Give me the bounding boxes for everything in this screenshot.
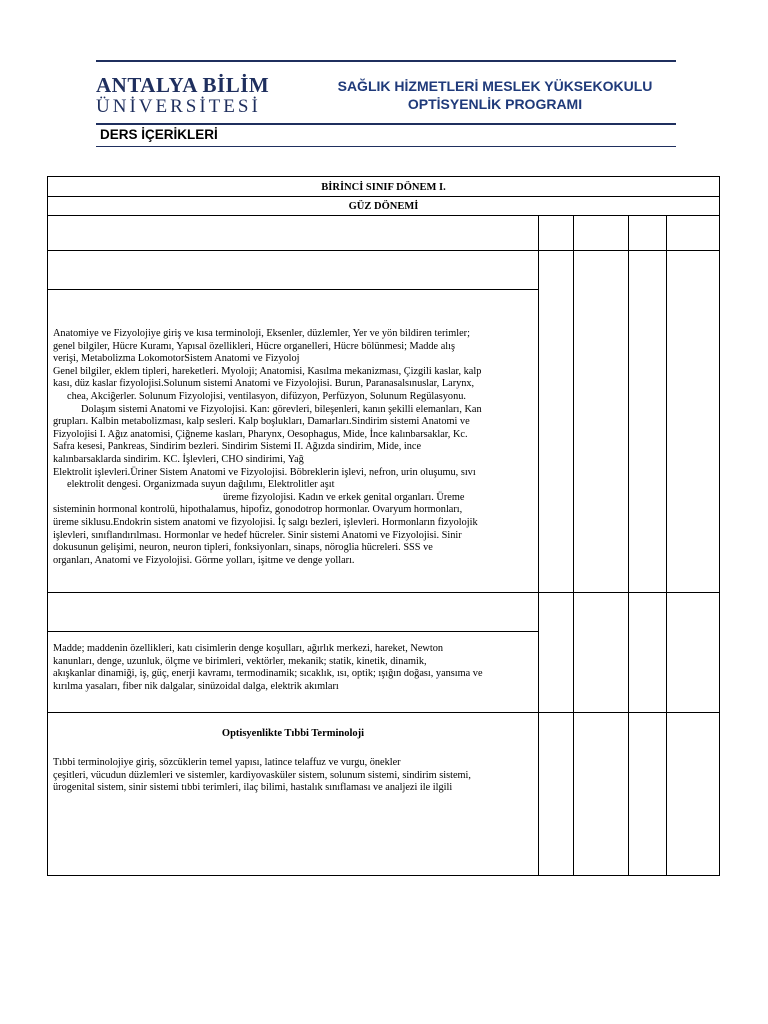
row-divider — [48, 196, 719, 197]
content-line: elektrolit dengesi. Organizmada suyun dağılımı, Elektrolitler aşıt — [67, 479, 335, 491]
content-line: Tıbbi terminolojiye giriş, sözcüklerin temel yapısı, latince telaffuz ve vurgu, önekler — [53, 757, 401, 768]
course-table — [47, 176, 720, 876]
document-title: DERS İÇERİKLERİ — [100, 127, 218, 142]
header-bottom-rule — [96, 146, 676, 147]
section-title: BİRİNCİ SINIF DÖNEM I. — [321, 182, 446, 193]
course-2-content — [53, 643, 533, 693]
content-line: işlevleri, sınıflandırılması. Hormonlar ve hedef hücreler. Sinir sistemi Anatomi ve Fizyolojisi. Sinir — [53, 529, 462, 541]
school-title — [300, 77, 690, 113]
content-line: grupları. Kalbin metabolizması, kalp sesleri. Kalp boşlukları, Damarları.Sindirim sistemi Anatomi ve — [53, 416, 470, 428]
column-divider — [628, 215, 629, 875]
row-divider — [48, 712, 719, 713]
content-line: Dolaşım sistemi Anatomi ve Fizyolojisi. Kan: görevleri, bileşenleri, kanın şekilli elemanları, Kan — [81, 403, 482, 415]
school-name: SAĞLIK HİZMETLERİ MESLEK YÜKSEKOKULU — [337, 78, 653, 94]
content-line: genel bilgiler, Hücre Kuramı, Yapısal özellikleri, Hücre organelleri, Hücre bölünmesi; Madde alış — [53, 340, 456, 352]
content-line: akışkanlar dinamiği, iş, güç, enerji kavramı, termodinamik; sıcaklık, ısı, optik; ışığın doğası, yansıma ve — [53, 668, 483, 680]
content-line: Elektrolit işlevleri.Üriner Sistem Anatomi ve Fizyolojisi. Böbreklerin işlevi, nefron, urin oluşumu, sıvı — [53, 466, 476, 478]
row-divider — [48, 289, 538, 290]
term-title: GÜZ DÖNEMİ — [348, 201, 419, 212]
content-line: Genel bilgiler, eklem tipleri, hareketleri. Myoloji; Anatomisi, Kasılma mekanizması, Çizgili kaslar, kalp — [53, 365, 482, 377]
content-line: kası, düz kaslar fizyolojisi.Solunum sistemi Anatomi ve Fizyolojisi. Burun, Paranasalsınuslar, Larynx, — [53, 378, 475, 390]
logo-line-1: ANTALYA BİLİM — [96, 73, 270, 97]
content-line: üreme siklusu.Endokrin sistem anatomi ve fizyolojisi. İç salgı bezleri, işlevleri. Hormonların fizyolojik — [53, 516, 478, 528]
content-line: Safra kesesi, Pankreas, Sindirim bezleri. Sindirim Sistemi II. Ağızda sindirim, Mide, ince — [53, 441, 422, 453]
header-top-rule — [96, 60, 676, 62]
content-line: kanunları, denge, uzunluk, ölçme ve birimleri, vektörler, mekanik; statik, kinetik, dinamik, — [53, 655, 427, 667]
row-divider — [48, 592, 719, 593]
row-divider — [48, 215, 719, 216]
logo-line-2: ÜNİVERSİTESİ — [96, 96, 261, 117]
column-divider — [538, 215, 539, 875]
course-1-content — [53, 328, 533, 567]
content-line: organları, Anatomi ve Fizyolojisi. Görme yolları, işitme ve denge yolları. — [53, 554, 355, 566]
content-line: kalınbarsaklarda sindirim. KC. İşlevleri, CHO sindirimi, Yağ — [53, 453, 304, 465]
university-logo — [96, 73, 270, 118]
column-divider — [573, 215, 574, 875]
content-line: kırılma yasaları, fiber nik dalgalar, sinüzoidal dalga, elektrik akımları — [53, 680, 339, 692]
header-mid-rule — [96, 123, 676, 125]
column-divider — [666, 215, 667, 875]
content-line: ürogenital sistem, sinir sistemi tıbbi terimleri, ilaç bilimi, hastalık sınıflaması ve analjezi ile ilgili — [53, 782, 453, 794]
content-line: üreme fizyolojisi. Kadın ve erkek genital organları. Üreme — [223, 491, 465, 503]
content-line: Madde; maddenin özellikleri, katı cisimlerin denge koşulları, ağırlık merkezi, hareket, Newton — [53, 643, 444, 654]
content-line: Anatomiye ve Fizyolojiye giriş ve kısa terminoloji, Eksenler, düzlemler, Yer ve yön bildiren terimler; — [53, 328, 470, 339]
content-line: Fizyolojisi I. Ağız anatomisi, Çiğneme kasları, Pharynx, Oesophagus, Mide, İnce kalınbarsaklar, Kc. — [53, 428, 468, 440]
content-line: chea, Akciğerler. Solunum Fizyolojisi, ventilasyon, difüzyon, Perfüzyon, Solunum Regülasyonu. — [67, 390, 466, 402]
row-divider — [48, 631, 538, 632]
content-line: verişi, Metabolizma LokomotorSistem Anatomi ve Fizyoloj — [53, 353, 300, 365]
content-line: dokusunun gelişimi, neuron, neuron tipleri, fonksiyonları, sinaps, nöroglia hücreleri. SSS ve — [53, 542, 433, 554]
course-3-content — [53, 757, 533, 795]
row-divider — [48, 250, 719, 251]
content-line: sisteminin hormonal kontrolü, hipothalamus, hipofiz, gonodotrop hormonlar. Ovaryum hormonları, — [53, 504, 463, 516]
course-3-title: Optisyenlikte Tıbbi Terminoloji — [221, 728, 365, 739]
content-line: çeşitleri, vücudun düzlemleri ve sistemler, kardiyovasküler sistem, solunum sistemi, sindirim sistemi, — [53, 769, 471, 781]
program-name: OPTİSYENLİK PROGRAMI — [407, 96, 583, 112]
